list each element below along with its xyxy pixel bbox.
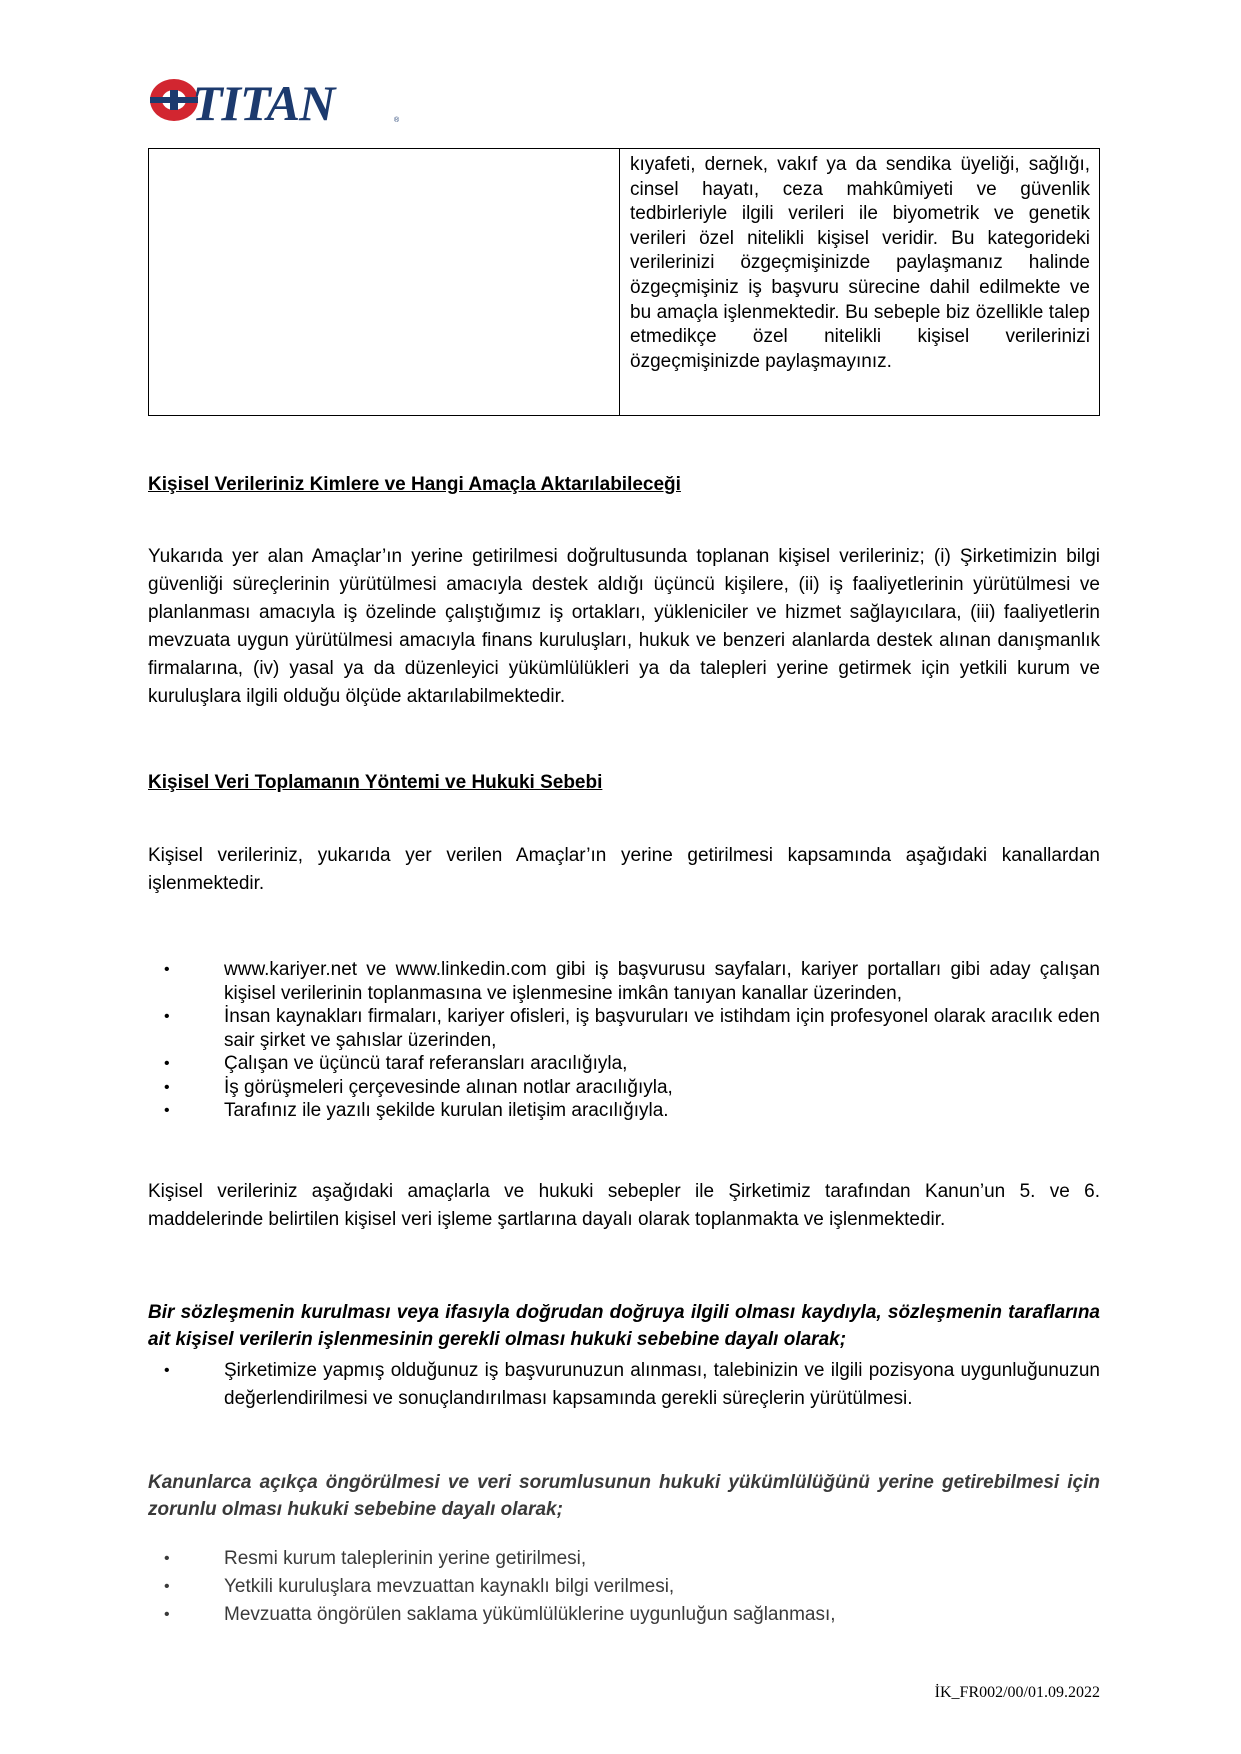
list-item: • Çalışan ve üçüncü taraf referansları aracılığıyla,	[164, 1053, 628, 1074]
collection-channels-list	[148, 958, 1100, 1123]
paragraph-legal-intro: Kişisel verileriniz aşağıdaki amaçlarla ve hukuki sebepler ile Şirketimiz tarafından Kanun’un 5. ve 6. maddelerinde belirtilen kişisel veri işleme şartlarına dayalı olarak toplanmakta ve işlenmektedir.	[148, 1181, 1100, 1230]
list-item: • Şirketimize yapmış olduğunuz iş başvurunuzun alınması, talebinizin ve ilgili pozisyona uygunluğunuzun değerlendirilmesi ve sonuçlandırılması kapsamında gerekli süreçlerin yürütülmesi.	[148, 1357, 1100, 1413]
svg-text:®: ®	[394, 117, 400, 124]
legal-basis-law-heading: Kanunlarca açıkça öngörülmesi ve veri sorumlusunun hukuki yükümlülüğünü yerine getirebilmesi için zorunlu olması hukuki sebebine dayalı olarak;	[148, 1472, 1100, 1520]
bullet-icon: •	[164, 1055, 170, 1072]
paragraph-collection-intro: Kişisel verileriniz, yukarıda yer verilen Amaçlar’ın yerine getirilmesi kapsamında aşağıdaki kanallardan işlenmektedir.	[148, 845, 1100, 894]
list-item: • Tarafınız ile yazılı şekilde kurulan iletişim aracılığıyla.	[164, 1100, 669, 1121]
titan-logo-icon	[148, 72, 408, 128]
list-item: • İş görüşmeleri çerçevesinde alınan notlar aracılığıyla,	[164, 1076, 673, 1098]
bullet-icon: •	[164, 1606, 170, 1623]
bullet-icon: •	[164, 1362, 170, 1379]
section-heading-transfer: Kişisel Verileriniz Kimlere ve Hangi Amaçla Aktarılabileceği	[148, 474, 681, 495]
list-item: • Mevzuatta öngörülen saklama yükümlülüklerine uygunluğun sağlanması,	[148, 1601, 1100, 1629]
document-code-footer: İK_FR002/00/01.09.2022	[934, 1684, 1100, 1701]
bullet-icon: •	[164, 1550, 170, 1567]
table-column-divider	[619, 149, 620, 415]
bullet-icon: •	[164, 1102, 170, 1119]
bullet-icon: •	[164, 1008, 170, 1025]
list-item: • Yetkili kuruluşlara mevzuattan kaynaklı bilgi verilmesi,	[148, 1573, 1100, 1601]
bullet-icon: •	[164, 961, 170, 978]
paragraph-transfer: Yukarıda yer alan Amaçlar’ın yerine getirilmesi doğrultusunda toplanan kişisel verileriniz; (i) Şirketimizin bilgi güvenliği süreçlerinin yürütülmesi amacıyla destek aldığı üçüncü kişilere, (ii) iş faaliyetlerinin yürütülmesi ve planlanması amacıyla iş özelinde çalıştığımız iş ortakları, yükleniciler ve hizmet sağlayıcılara, (iii) faaliyetlerin mevzuata uygun yürütülmesi amacıyla finans kuruluşları, hukuk ve benzeri alanlarda destek alınan danışmanlık firmalarına, (iv) yasal ya da düzenleyici yükümlülükleri ya da talepleri yerine getirmek için yetkili kurum ve kuruluşlara ilgili olduğu ölçüde aktarılabilmektedir.	[148, 546, 1100, 707]
legal-basis-contract-list	[148, 1357, 1100, 1413]
svg-text:TITAN: TITAN	[192, 75, 335, 128]
legal-basis-law-list	[148, 1545, 1100, 1629]
list-item: • Resmi kurum taleplerinin yerine getirilmesi,	[148, 1545, 1100, 1573]
list-item: • www.kariyer.net ve www.linkedin.com gibi iş başvurusu sayfaları, kariyer portalları gibi aday çalışan kişisel verilerinin toplanmasına ve işlenmesine imkân tanıyan kanallar üzerinden,	[164, 959, 1100, 1004]
list-item: • İnsan kaynakları firmaları, kariyer ofisleri, iş başvuruları ve istihdam için profesyonel olarak aracılık eden sair şirket ve şahıslar üzerinden,	[164, 1006, 1100, 1051]
table-right-cell: kıyafeti, dernek, vakıf ya da sendika üyeliği, sağlığı, cinsel hayatı, ceza mahkûmiyeti ve güvenlik tedbirleriyle ilgili verileri ile biyometrik ve genetik verileri özel nitelikli kişisel veridir. Bu kategorideki verilerinizi özgeçmişinizde paylaşmanız halinde özgeçmişiniz iş başvuru sürecine dahil edilmekte ve bu amaçla işlenmektedir. Bu sebeple biz özellikle talep etmedikçe özel nitelikli kişisel verilerinizi özgeçmişinizde paylaşmayınız.	[630, 154, 1090, 372]
special-data-table	[148, 148, 1100, 416]
legal-basis-contract-heading: Bir sözleşmenin kurulması veya ifasıyla doğrudan doğruya ilgili olması kaydıyla, sözleşmenin taraflarına ait kişisel verilerin işlenmesinin gerekli olması hukuki sebebine dayalı olarak;	[148, 1302, 1100, 1350]
bullet-icon: •	[164, 1578, 170, 1595]
bullet-icon: •	[164, 1078, 170, 1096]
titan-logo	[148, 72, 408, 128]
section-heading-collection: Kişisel Veri Toplamanın Yöntemi ve Hukuki Sebebi	[148, 772, 603, 793]
